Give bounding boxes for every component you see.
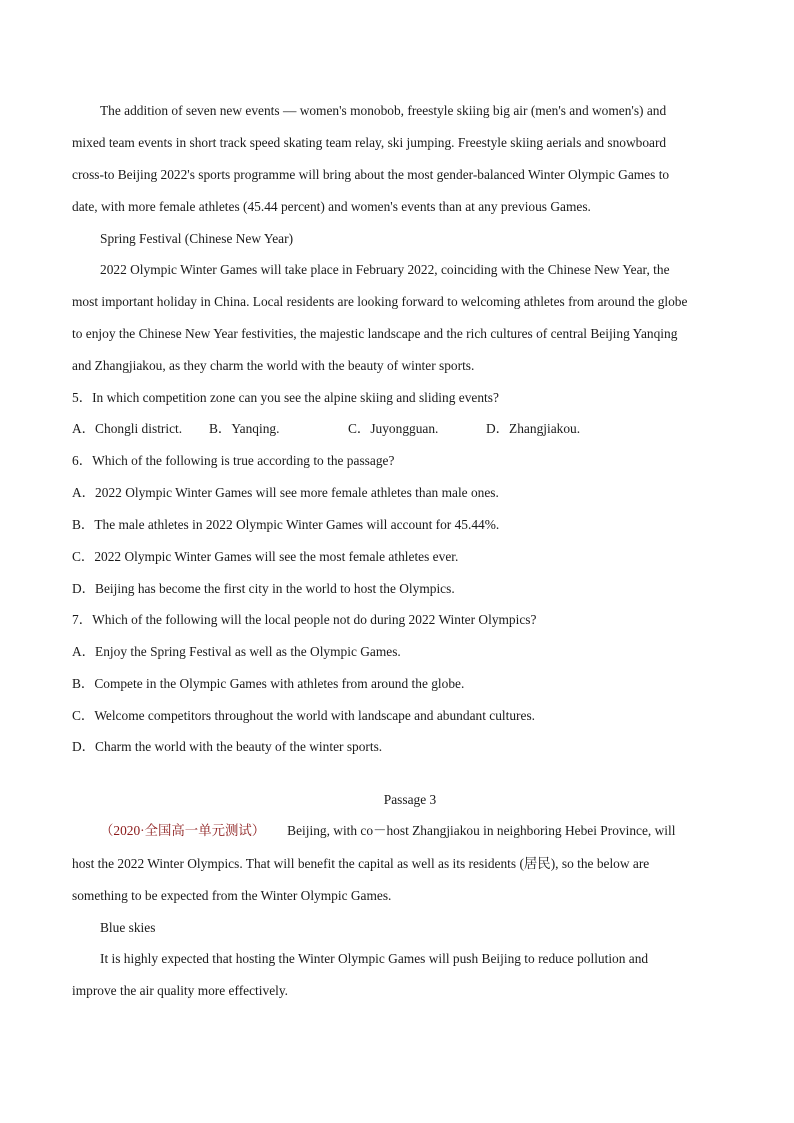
question-5-options [72, 420, 732, 438]
passage-title: Passage 3 [383, 792, 437, 807]
option-c[interactable]: C．2022 Olympic Winter Games will see the most female athletes ever. [72, 549, 459, 564]
paragraph-line [100, 822, 760, 840]
paragraph-line: something to be expected from the Winter Olympic Games. [72, 888, 392, 903]
option-c[interactable]: C．Juyongguan. [348, 421, 439, 436]
paragraph-line: The addition of seven new events — women's monobob, freestyle skiing big air (men's and women's) and [100, 103, 667, 118]
paragraph-line: mixed team events in short track speed skating team relay, ski jumping. Freestyle skiing aerials and snowboard [72, 135, 667, 150]
option-a[interactable]: A．Enjoy the Spring Festival as well as the Olympic Games. [72, 644, 401, 659]
option-a[interactable]: A．2022 Olympic Winter Games will see more female athletes than male ones. [72, 485, 499, 500]
paragraph-text: Beijing, with co－host Zhangjiakou in neighboring Hebei Province, will [287, 823, 676, 838]
paragraph-line: 2022 Olympic Winter Games will take place in February 2022, coinciding with the Chinese New Year, the [100, 262, 670, 277]
paragraph-line: cross-to Beijing 2022's sports programme will bring about the most gender-balanced Winter Olympic Games to [72, 167, 670, 182]
option-b[interactable]: B．Yanqing. [209, 421, 280, 436]
option-b[interactable]: B．The male athletes in 2022 Olympic Winter Games will account for 45.44%. [72, 517, 500, 532]
paragraph-line: and Zhangjiakou, as they charm the world with the beauty of winter sports. [72, 358, 475, 373]
paragraph-line: date, with more female athletes (45.44 percent) and women's events than at any previous Games. [72, 199, 591, 214]
option-a[interactable]: A．Chongli district. [72, 421, 183, 436]
question-7-stem: 7．Which of the following will the local people not do during 2022 Winter Olympics? [72, 612, 537, 627]
paragraph-line: to enjoy the Chinese New Year festivities, the majestic landscape and the rich cultures of central Beijing Yanqing [72, 326, 678, 341]
question-5-stem: 5．In which competition zone can you see the alpine skiing and sliding events? [72, 390, 499, 405]
option-d[interactable]: D．Charm the world with the beauty of the winter sports. [72, 739, 383, 754]
section-heading: Spring Festival (Chinese New Year) [100, 231, 294, 246]
paragraph-line: most important holiday in China. Local residents are looking forward to welcoming athletes from around the globe [72, 294, 688, 309]
source-tag: （2020·全国高一单元测试） [100, 823, 266, 838]
option-b[interactable]: B．Compete in the Olympic Games with athletes from around the globe. [72, 676, 465, 691]
option-d[interactable]: D．Beijing has become the first city in the world to host the Olympics. [72, 581, 455, 596]
option-d[interactable]: D．Zhangjiakou. [486, 421, 581, 436]
section-heading: Blue skies [100, 920, 156, 935]
paragraph-line: host the 2022 Winter Olympics. That will benefit the capital as well as its residents (居民), so the below are [72, 856, 650, 871]
question-6-stem: 6．Which of the following is true according to the passage? [72, 453, 395, 468]
paragraph-line: improve the air quality more effectively. [72, 983, 289, 998]
option-c[interactable]: C．Welcome competitors throughout the world with landscape and abundant cultures. [72, 708, 536, 723]
paragraph-line: It is highly expected that hosting the Winter Olympic Games will push Beijing to reduce pollution and [100, 951, 649, 966]
